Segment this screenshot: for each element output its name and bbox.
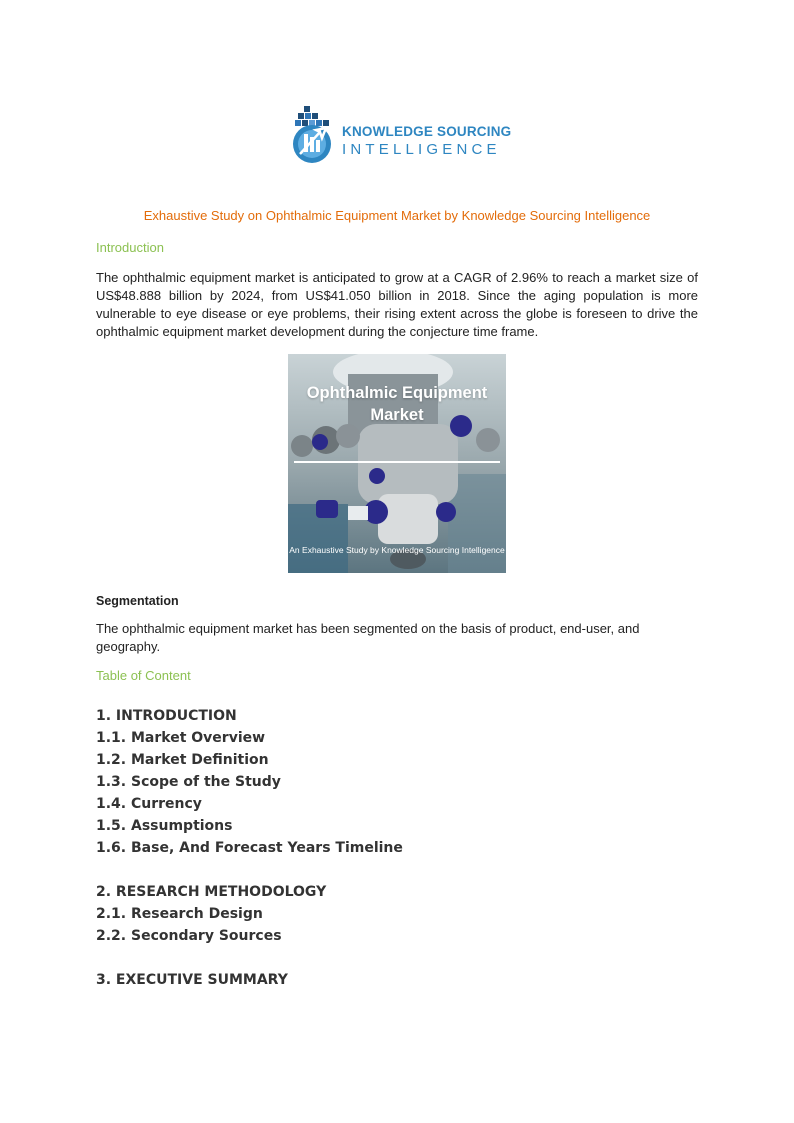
logo-mark-icon: [290, 104, 338, 166]
cover-subtitle: An Exhaustive Study by Knowledge Sourcing Intelligence: [289, 545, 505, 555]
toc-item: 1.3. Scope of the Study: [96, 774, 281, 790]
document-title: Exhaustive Study on Ophthalmic Equipment Market by Knowledge Sourcing Intelligence: [143, 208, 651, 223]
company-logo: [290, 104, 510, 166]
toc-item: 2.2. Secondary Sources: [96, 928, 282, 944]
toc-item: 1.5. Assumptions: [96, 818, 233, 834]
logo-wordmark-line1: KNOWLEDGE SOURCING: [342, 124, 512, 139]
toc-item: 1.6. Base, And Forecast Years Timeline: [96, 840, 403, 856]
introduction-paragraph: The ophthalmic equipment market is anticipated to grow at a CAGR of 2.96% to reach a market size of US$48.888 billion by 2024, from US$41.050 billion in 2018. Since the aging population is more vulnerable to eye disease or eye problems, their rising extent across the globe is foreseen to drive the ophthalmic equipment market development during the conjecture time frame.: [96, 270, 698, 339]
introduction-heading: Introduction: [96, 240, 164, 255]
toc-item: 1. INTRODUCTION: [96, 708, 237, 724]
logo-wordmark-line2: INTELLIGENCE: [342, 141, 501, 158]
toc-heading: Table of Content: [96, 668, 191, 683]
cover-divider: [294, 461, 500, 463]
report-cover-image: [288, 354, 506, 573]
toc-spacer: [96, 947, 403, 969]
cover-title: [288, 382, 506, 426]
segmentation-heading: Segmentation: [96, 594, 179, 608]
toc-item: 1.1. Market Overview: [96, 730, 266, 746]
segmentation-paragraph: The ophthalmic equipment market has been segmented on the basis of product, end-user, and geography.: [96, 621, 640, 654]
toc-item: 1.2. Market Definition: [96, 752, 269, 768]
toc-item: 1.4. Currency: [96, 796, 202, 812]
cover-title-line2: Market: [370, 406, 424, 424]
toc-spacer: [96, 859, 403, 881]
table-of-contents: [96, 705, 403, 991]
toc-item: 3. EXECUTIVE SUMMARY: [96, 972, 288, 988]
cover-title-line1: Ophthalmic Equipment: [306, 384, 488, 402]
toc-item: 2.1. Research Design: [96, 906, 263, 922]
toc-item: 2. RESEARCH METHODOLOGY: [96, 884, 327, 900]
